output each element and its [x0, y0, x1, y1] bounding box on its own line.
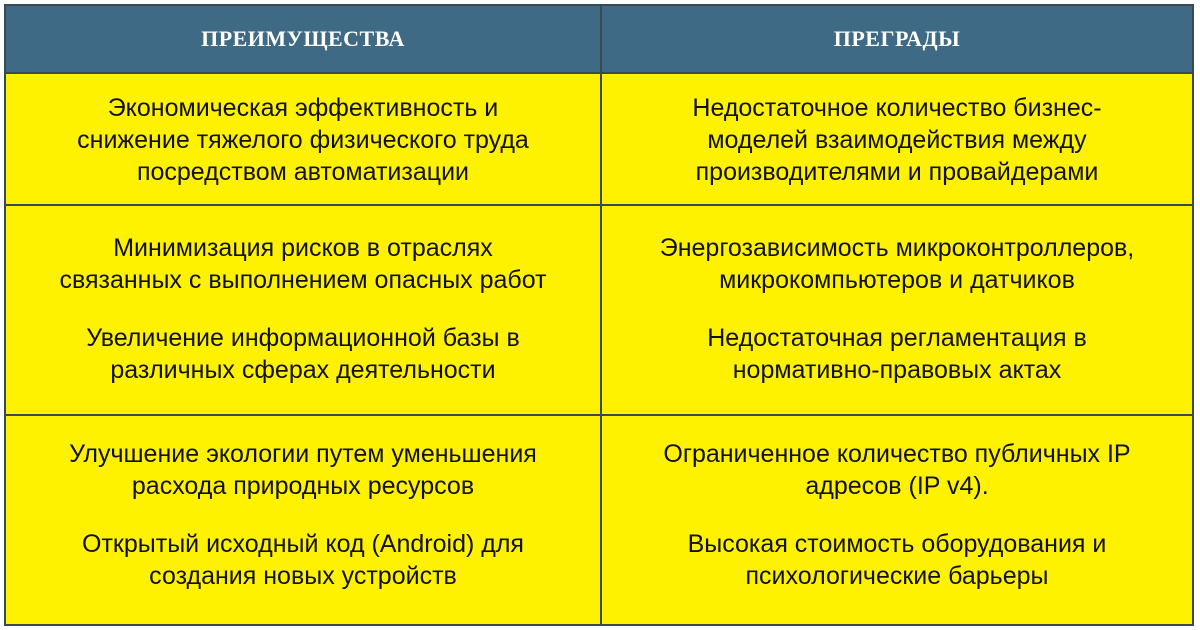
advantage-item: Открытый исходный код (Android) для создания новых устройств [82, 530, 524, 590]
row-1-barriers [602, 74, 1192, 206]
row-3-barriers [602, 416, 1192, 624]
barrier-item: Недостаточная регламентация в нормативно-правовых актах [707, 324, 1087, 384]
advantage-item: Экономическая эффективность и снижение тяжелого физического труда посредством автоматизации [77, 94, 529, 186]
row-1-advantages [6, 74, 602, 206]
header-barriers: ПРЕГРАДЫ [602, 6, 1192, 74]
barrier-item: Ограниченное количество публичных IP адресов (IP v4). [663, 440, 1131, 500]
barrier-item: Высокая стоимость оборудования и психологические барьеры [687, 530, 1107, 590]
advantage-item: Минимизация рисков в отраслях связанных с выполнением опасных работ [59, 234, 547, 294]
row-2-advantages [6, 206, 602, 416]
barrier-item: Недостаточное количество бизнес- моделей взаимодействия между производителями и провайдерами [692, 94, 1102, 186]
row-3-advantages [6, 416, 602, 624]
barrier-item: Энергозависимость микроконтроллеров, микрокомпьютеров и датчиков [659, 234, 1135, 294]
row-2-barriers [602, 206, 1192, 416]
advantages-barriers-table [4, 4, 1194, 626]
advantage-item: Увеличение информационной базы в различных сферах деятельности [86, 324, 520, 384]
header-advantages: ПРЕИМУЩЕСТВА [6, 6, 602, 74]
advantage-item: Улучшение экологии путем уменьшения расхода природных ресурсов [69, 440, 537, 500]
